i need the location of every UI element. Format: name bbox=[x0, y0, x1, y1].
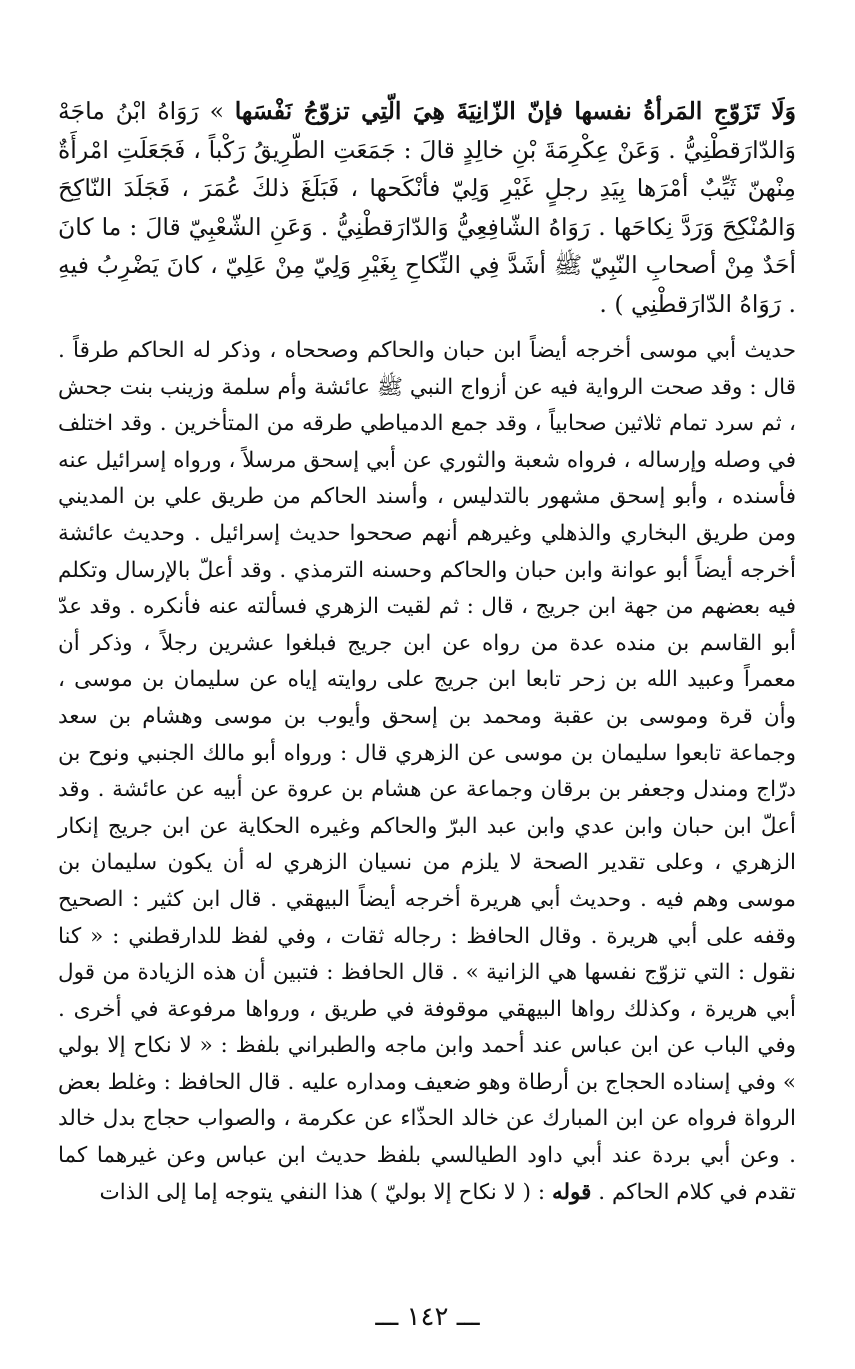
hadith-text bbox=[58, 92, 796, 323]
page-number: ـــ ١٤٢ ـــ bbox=[375, 1302, 480, 1332]
page-content bbox=[58, 92, 796, 1211]
commentary-tail: : ( لا نكاح إلا بوليّ ) هذا النفي يتوجه إما إلى الذات bbox=[99, 1179, 546, 1205]
commentary-paragraph bbox=[58, 333, 796, 1211]
hadith-text-rest: » رَوَاهُ ابْنُ ماجَهْ وَالدّارَقطْنِيُّ . وَعَنْ عِكْرِمَةَ بْنِ خالِدٍ قالَ : جَمَعَتِ الطّرِيقُ رَكْباً ، فَجَعَلَتِ امْرأَةٌ مِنْهنّ ثَيِّبٌ أمْرَها بِيَدِ رجلٍ غَيْرِ وَلِيّ فأنْكَحها ، فَبَلَغَ ذلكَ عُمَرَ ، فَجَلَدَ النّاكِحَ وَالمُنْكِحَ وَرَدَّ نِكاحَها . رَوَاهُ الشّافِعِيُّ وَالدّارَقطْنِيُّ . وَعَنِ الشّعْبِيّ قالَ : ما كانَ أحَدٌ مِنْ أصحابِ النّبِيّ ﷺ أشَدَّ فِي النِّكاحِ بِغَيْرِ وَلِيّ مِنْ عَلِيّ ، كانَ يَضْرِبُ فيهِ . رَوَاهُ الدّارَقطْنِي ) . bbox=[58, 97, 796, 318]
commentary-heading-word: قوله bbox=[551, 1179, 592, 1205]
hadith-opening-bold: وَلَا تَزَوّجِ المَرأةُ نفسها فإنّ الزّانِيَةَ هِيَ الّتِي تزوّجُ نَفْسَها bbox=[234, 97, 796, 125]
commentary-body: حديث أبي موسى أخرجه أيضاً ابن حبان والحاكم وصححاه ، وذكر له الحاكم طرقاً . قال : وقد صحت الرواية فيه عن أزواج النبي ﷺ عائشة وأم سلمة وزينب بنت جحش ، ثم سرد تمام ثلاثين صحابياً ، وقد جمع الدمياطي طرقه من المتأخرين . وقد اختلف في وصله وإرساله ، فرواه شعبة والثوري عن أبي إسحق مرسلاً ، ورواه إسرائيل عنه فأسنده ، وأبو إسحق مشهور بالتدليس ، وأسند الحاكم من طريق علي بن المديني ومن طريق البخاري والذهلي وغيرهم أنهم صححوا حديث إسرائيل . وحديث عائشة أخرجه أيضاً أبو عوانة وابن حبان والحاكم وحسنه الترمذي . وقد أعلّ بالإرسال وتكلم فيه بعضهم من جهة ابن جريج ، قال : ثم لقيت الزهري فسألته عنه فأنكره . وقد عدّ أبو القاسم بن منده عدة من رواه عن ابن جريج فبلغوا عشرين رجلاً ، وذكر أن معمراً وعبيد الله بن زحر تابعا ابن جريج على روايته إياه عن سليمان بن موسى ، وأن قرة وموسى بن عقبة ومحمد بن إسحق وأيوب بن موسى وهشام بن سعد وجماعة تابعوا سليمان بن موسى عن الزهري قال : ورواه أبو مالك الجنبي ونوح بن درّاج ومندل وجعفر بن برقان وجماعة عن هشام بن عروة عن أبيه عن عائشة . وقد أعلّ ابن حبان وابن عدي وابن عبد البرّ والحاكم وغيره الحكاية عن ابن جريج إنكار الزهري ، وعلى تقدير الصحة لا يلزم من نسيان الزهري له أن يكون سليمان بن موسى وهم فيه . وحديث أبي هريرة أخرجه أيضاً البيهقي . قال ابن كثير : الصحيح وقفه على أبي هريرة . وقال الحافظ : رجاله ثقات ، وفي لفظ للدارقطني : « كنا نقول : التي تزوّج نفسها هي الزانية » . قال الحافظ : فتبين أن هذه الزيادة من قول أبي هريرة ، وكذلك رواها البيهقي موقوفة في طريق ، ورواها مرفوعة في أخرى . وفي الباب عن ابن عباس عند أحمد وابن ماجه والطبراني بلفظ : « لا نكاح إلا بولي » وفي إسناده الحجاج بن أرطاة وهو ضعيف ومداره عليه . قال الحافظ : وغلط بعض الرواة فرواه عن ابن المبارك عن خالد الحذّاء عن عكرمة ، والصواب حجاج بدل خالد . وعن أبي بردة عند أبي داود الطيالسي بلفظ حديث ابن عباس وعن غيرهما كما تقدم في كلام الحاكم . bbox=[58, 338, 796, 1205]
